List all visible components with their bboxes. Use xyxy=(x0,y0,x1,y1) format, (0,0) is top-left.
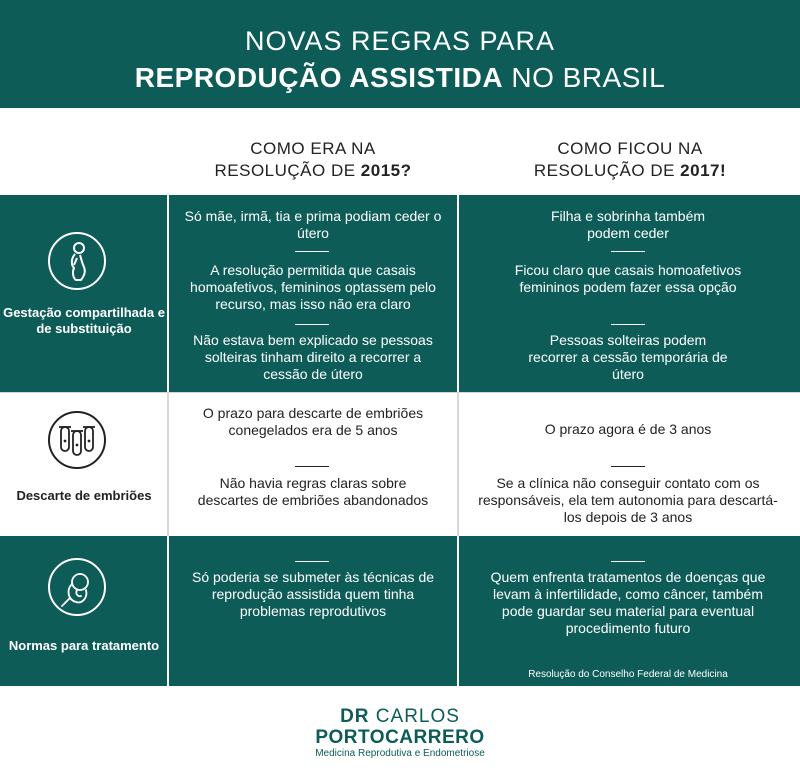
source-note: Resolução do Conselho Federal de Medicina xyxy=(528,669,728,680)
column-heading-2017-line1: COMO FICOU NA xyxy=(557,139,703,158)
column-divider xyxy=(457,536,459,686)
cell-2015-gestacao-1: Só mãe, irmã, tia e prima podiam ceder o útero xyxy=(184,208,442,241)
row-label-descarte: Descarte de embriões xyxy=(16,488,152,503)
cell-2015-gestacao-2: A resolução permitida que casais homoafetivos, femininos optassem pelo recurso, mas isso não era claro xyxy=(190,262,436,312)
column-heading-2015-year: 2015? xyxy=(360,161,412,180)
column-heading-2017 xyxy=(460,138,800,182)
column-divider xyxy=(457,195,459,392)
separator xyxy=(611,466,645,467)
title-banner xyxy=(0,0,800,108)
column-heading-2015-line2 xyxy=(168,160,458,182)
column-heading-2015-line1: COMO ERA NA xyxy=(250,139,376,158)
title-line-1: NOVAS REGRAS PARA xyxy=(244,26,556,56)
column-heading-2015-prefix: RESOLUÇÃO DE xyxy=(214,161,361,180)
cell-2015-gestacao-3: Não estava bem explicado se pessoas solteiras tinham direito a recorrer a cessão de útero xyxy=(193,332,433,382)
cell-2015-normas-1: Só poderia se submeter às técnicas de reprodução assistida quem tinha problemas reprodutivos xyxy=(191,569,435,619)
column-divider xyxy=(167,536,169,686)
cell-2017-normas-1: Quem enfrenta tratamentos de doenças que levam à infertilidade, como câncer, também pode guardar seu material para eventual procedimento futuro xyxy=(490,569,766,636)
cell-2017-gestacao-2: Ficou claro que casais homoafetivos femininos podem fazer essa opção xyxy=(514,262,742,295)
column-heading-2017-prefix: RESOLUÇÃO DE xyxy=(533,161,681,180)
column-heading-2017-line2 xyxy=(460,160,800,182)
column-heading-2017-year: 2017! xyxy=(680,161,727,180)
separator xyxy=(295,324,329,325)
column-divider xyxy=(167,195,169,392)
title-rest: NO BRASIL xyxy=(503,62,666,93)
row-label-gestacao: Gestação compartilhada e de substituição xyxy=(3,305,165,336)
cell-2017-gestacao-1: Filha e sobrinha também podem ceder xyxy=(550,208,706,241)
separator xyxy=(295,251,329,252)
title-bold: REPRODUÇÃO ASSISTIDA xyxy=(134,62,504,93)
cell-2017-gestacao-3: Pessoas solteiras podem recorrer a cessão temporária de útero xyxy=(528,332,728,382)
title-line-2 xyxy=(0,62,800,94)
logo-first-name: CARLOS xyxy=(369,706,460,727)
separator xyxy=(611,251,645,252)
cell-2017-descarte-1: O prazo agora é de 3 anos xyxy=(544,421,712,437)
cell-2017-descarte-2: Se a clínica não conseguir contato com os responsáveis, ela tem autonomia para descartá-los depois de 3 anos xyxy=(478,475,778,525)
column-divider xyxy=(167,393,169,537)
row-gestacao xyxy=(0,195,800,392)
column-heading-2015 xyxy=(168,138,458,182)
row-label-normas: Normas para tratamento xyxy=(8,638,160,653)
row-descarte xyxy=(0,392,800,538)
column-divider xyxy=(457,393,459,537)
fetus-icon xyxy=(48,558,106,616)
logo-last-name: PORTOCARRERO xyxy=(315,727,485,748)
separator xyxy=(611,561,645,562)
separator xyxy=(295,466,329,467)
logo-line-1 xyxy=(0,706,800,728)
pregnant-woman-icon xyxy=(48,232,106,290)
separator xyxy=(611,324,645,325)
logo-prefix: DR xyxy=(340,706,370,727)
separator xyxy=(295,561,329,562)
cell-2015-descarte-2: Não havia regras claras sobre descartes de embriões abandonados xyxy=(197,475,429,508)
logo-tagline: Medicina Reprodutiva e Endometriose xyxy=(315,748,485,759)
brand-logo xyxy=(0,706,800,760)
test-tubes-icon xyxy=(48,411,106,469)
row-normas xyxy=(0,536,800,686)
cell-2015-descarte-1: O prazo para descarte de embriões conegelados era de 5 anos xyxy=(202,405,424,438)
